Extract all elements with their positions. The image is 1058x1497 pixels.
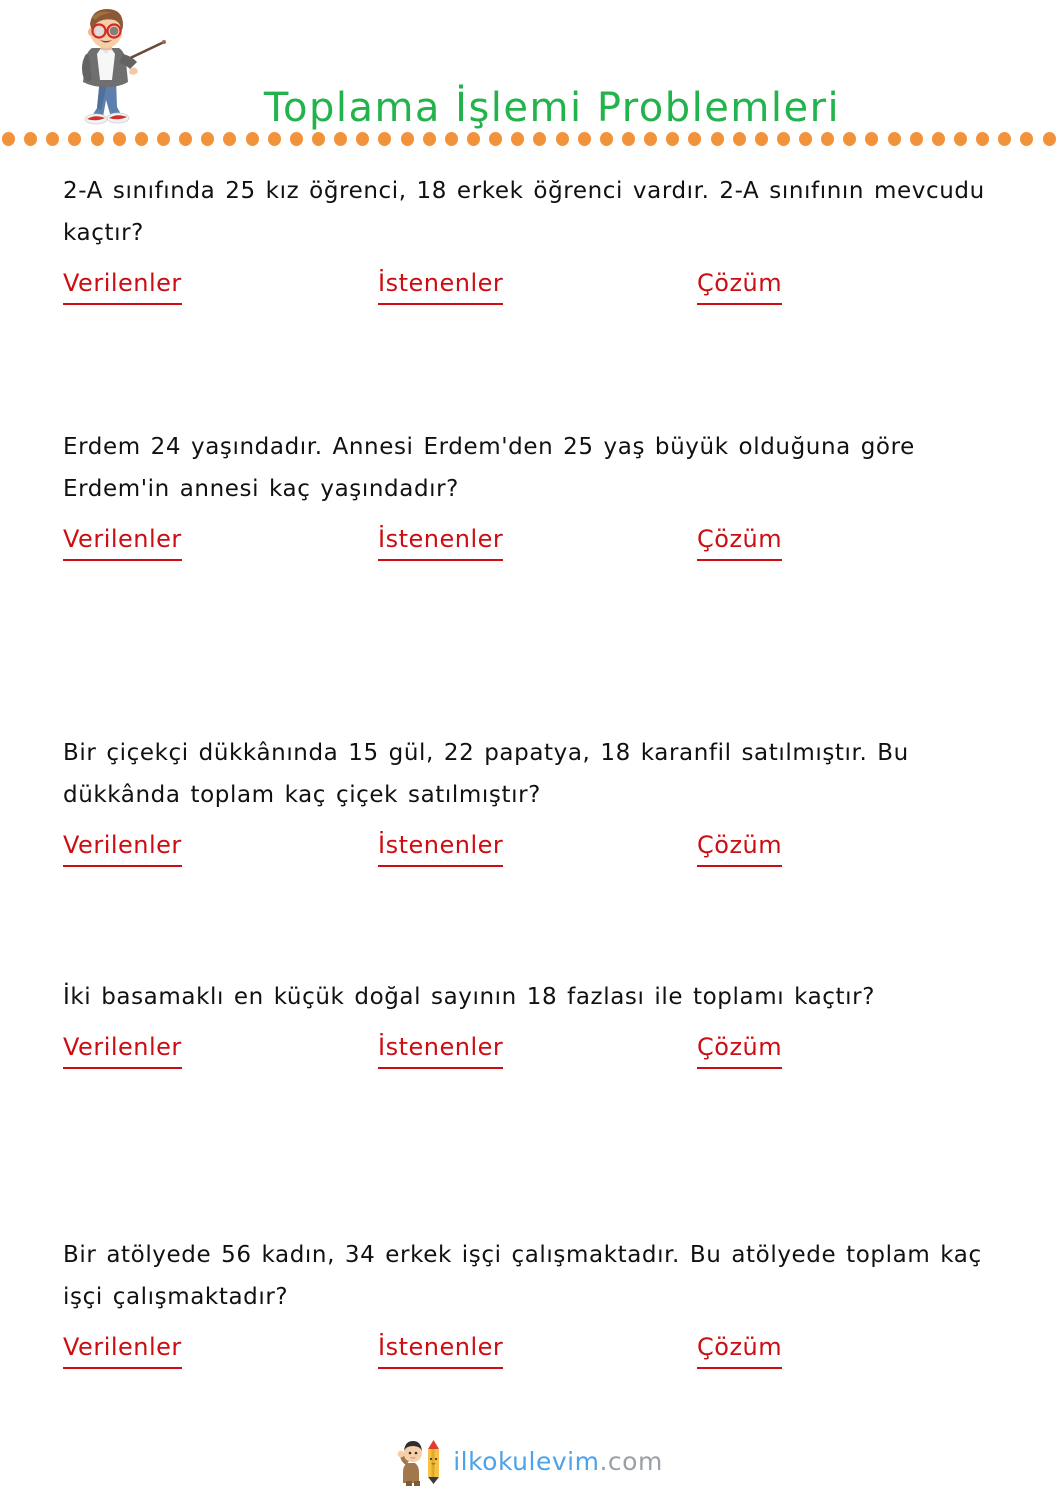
divider-dot (334, 132, 347, 146)
label-cozum[interactable]: Çözüm (697, 268, 782, 305)
divider-dot (246, 132, 259, 146)
divider-dot (268, 132, 281, 146)
dotted-divider (0, 130, 1058, 148)
divider-dot (401, 132, 414, 146)
label-istenenler[interactable]: İstenenler (378, 1332, 503, 1369)
divider-dot (821, 132, 834, 146)
divider-dot (223, 132, 236, 146)
label-verilenler[interactable]: Verilenler (63, 268, 182, 305)
divider-dot (733, 132, 746, 146)
label-verilenler[interactable]: Verilenler (63, 830, 182, 867)
divider-dot (91, 132, 104, 146)
problem-text: İki basamaklı en küçük doğal sayının 18 fazlası ile toplamı kaçtır? (63, 984, 876, 1010)
divider-dot (976, 132, 989, 146)
problem-block-3 (0, 732, 1058, 976)
divider-dot (910, 132, 923, 146)
divider-dot (378, 132, 391, 146)
problem-block-1 (0, 150, 1058, 426)
divider-dot (423, 132, 436, 146)
divider-dot (533, 132, 546, 146)
divider-dot (755, 132, 768, 146)
divider-dot (201, 132, 214, 146)
divider-dot (932, 132, 945, 146)
answer-workspace[interactable] (63, 1078, 996, 1234)
divider-dot (711, 132, 724, 146)
answer-label-row (63, 1032, 996, 1078)
label-istenenler[interactable]: İstenenler (378, 830, 503, 867)
problem-block-5 (0, 1234, 1058, 1378)
divider-dot (46, 132, 59, 146)
divider-dot (578, 132, 591, 146)
problem-text: Bir çiçekçi dükkânında 15 gül, 22 papatya, 18 karanfil satılmıştır. Bu dükkânda toplam kaç çiçek satılmıştır? (63, 740, 909, 808)
divider-dot (998, 132, 1011, 146)
divider-dot (843, 132, 856, 146)
worksheet-header (0, 0, 1058, 150)
divider-dot (489, 132, 502, 146)
divider-dot (954, 132, 967, 146)
divider-dot (356, 132, 369, 146)
label-cozum[interactable]: Çözüm (697, 830, 782, 867)
problem-block-4 (0, 976, 1058, 1234)
divider-dot (777, 132, 790, 146)
label-cozum[interactable]: Çözüm (697, 1032, 782, 1069)
divider-dot (622, 132, 635, 146)
label-cozum[interactable]: Çözüm (697, 524, 782, 561)
divider-dot (666, 132, 679, 146)
footer-brand-name: ilkokulevim (453, 1446, 600, 1476)
footer-brand-tld: .com (599, 1446, 663, 1476)
problem-block-2 (0, 426, 1058, 732)
footer-branding (0, 1435, 1058, 1487)
answer-label-row (63, 1332, 996, 1378)
answer-label-row (63, 268, 996, 314)
divider-dot (290, 132, 303, 146)
label-verilenler[interactable]: Verilenler (63, 1032, 182, 1069)
answer-workspace[interactable] (63, 314, 996, 426)
label-cozum[interactable]: Çözüm (697, 1332, 782, 1369)
divider-dot (312, 132, 325, 146)
label-istenenler[interactable]: İstenenler (378, 268, 503, 305)
divider-dot (888, 132, 901, 146)
divider-dot (68, 132, 81, 146)
divider-dot (179, 132, 192, 146)
divider-dot (1020, 132, 1033, 146)
answer-workspace[interactable] (63, 876, 996, 976)
divider-dot (511, 132, 524, 146)
divider-dot (688, 132, 701, 146)
label-istenenler[interactable]: İstenenler (378, 1032, 503, 1069)
divider-dot (445, 132, 458, 146)
label-istenenler[interactable]: İstenenler (378, 524, 503, 561)
divider-dot (135, 132, 148, 146)
problem-text: Erdem 24 yaşındadır. Annesi Erdem'den 25 yaş büyük olduğuna göre Erdem'in annesi kaç yaşındadır? (63, 434, 915, 502)
divider-dot (2, 132, 15, 146)
answer-label-row (63, 830, 996, 876)
divider-dot (157, 132, 170, 146)
label-verilenler[interactable]: Verilenler (63, 524, 182, 561)
answer-label-row (63, 524, 996, 570)
divider-dot (799, 132, 812, 146)
divider-dot (467, 132, 480, 146)
problems-list (0, 150, 1058, 1378)
label-verilenler[interactable]: Verilenler (63, 1332, 182, 1369)
divider-dot (1043, 132, 1056, 146)
boy-with-pencil-icon (395, 1435, 449, 1487)
divider-dot (865, 132, 878, 146)
divider-dot (113, 132, 126, 146)
divider-dot (24, 132, 37, 146)
answer-workspace[interactable] (63, 570, 996, 732)
divider-dot (644, 132, 657, 146)
problem-text: 2-A sınıfında 25 kız öğrenci, 18 erkek öğrenci vardır. 2-A sınıfının mevcudu kaçtır? (63, 178, 985, 246)
footer-logo-text (453, 1447, 663, 1476)
page-title: Toplama İşlemi Problemleri (263, 85, 841, 131)
divider-dot (556, 132, 569, 146)
problem-text: Bir atölyede 56 kadın, 34 erkek işçi çalışmaktadır. Bu atölyede toplam kaç işçi çalışmaktadır? (63, 1242, 982, 1310)
divider-dot (600, 132, 613, 146)
